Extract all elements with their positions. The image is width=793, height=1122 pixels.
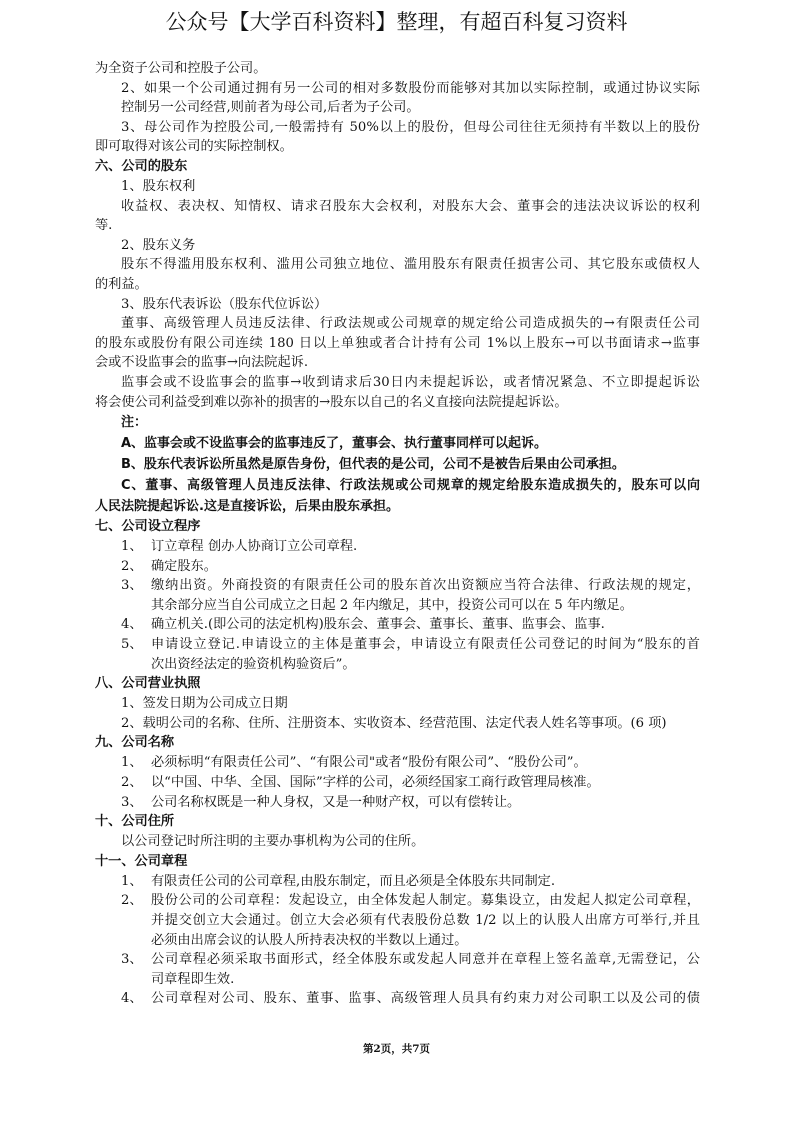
paragraph-line: 将会使公司利益受到难以弥补的损害的→股东以自己的名义直接向法院提起诉讼。 <box>95 394 568 410</box>
list-item <box>95 635 700 674</box>
document-body <box>95 59 700 1009</box>
note-label: 注： <box>121 415 148 431</box>
list-text: 确定股东。 <box>151 558 217 574</box>
list-text: 次出资经法定的验资机构验资后”。 <box>151 656 356 672</box>
paragraph-line: 收益权、表决权、知情权、请求召股东大会权利，对股东大会、董事会的违法决议诉讼的权利 <box>121 198 700 214</box>
list-number: 3、 <box>121 794 143 810</box>
list-text: 有限责任公司的公司章程,由股东制定，而且必须是全体股东共同制定. <box>151 873 556 889</box>
paragraph-line: 等. <box>95 218 113 234</box>
list-text: 其余部分应当自公司成立之日起 2 年内缴足，其中，投资公司可以在 5 年内缴足。 <box>151 597 633 613</box>
list-text: 必须由出席会议的认股人所持表决权的半数以上通过。 <box>151 932 468 948</box>
list-text: 股份公司的公司章程：发起设立，由全体发起人制定。募集设立，由发起人拟定公司章程， <box>151 893 700 909</box>
paragraph-line: 董事、高级管理人员违反法律、行政法规或公司规章的规定给公司造成损失的→有限责任公司 <box>121 316 700 332</box>
paragraph-line: 3、母公司作为控股公司,一般需持有 50%以上的股份，但母公司往往无须持有半数以上的股份 <box>121 119 700 135</box>
subheading: 2、股东义务 <box>121 237 196 253</box>
section-heading-establishment: 七、公司设立程序 <box>95 519 201 535</box>
note-line: C、董事、高级管理人员违反法律、行政法规或公司规章的规定给股东造成损失的，股东可以向 <box>121 478 700 494</box>
note-line: 人民法院提起诉讼.这是直接诉讼，后果由股东承担。 <box>95 499 399 515</box>
list-number: 1、 <box>121 873 143 889</box>
paragraph-line: 的利益。 <box>95 276 148 292</box>
section-heading-articles: 十一、公司章程 <box>95 853 188 869</box>
list-text: 以“中国、中华、全国、国际”字样的公司，必须经国家工商行政管理局核准。 <box>151 775 600 791</box>
list-text: 公司章程必须采取书面形式，经全体股东或发起人同意并在章程上签名盖章,无需登记，公 <box>151 952 700 968</box>
list-number: 1、 <box>121 539 143 555</box>
paragraph-line: 即可取得对该公司的实际控制权。 <box>95 139 293 155</box>
page-banner: 公众号【大学百科资料】整理，有超百科复习资料 <box>165 10 628 34</box>
list-item <box>95 793 700 813</box>
paragraph-line: 以公司登记时所注明的主要办事机构为公司的住所。 <box>121 834 425 850</box>
section-heading-shareholders: 六、公司的股东 <box>95 158 188 174</box>
list-item <box>95 557 700 577</box>
list-text: 司章程即生效. <box>151 971 235 987</box>
section-heading-company-name: 九、公司名称 <box>95 735 175 751</box>
list-number: 3、 <box>121 952 143 968</box>
subheading: 1、股东权利 <box>121 178 196 194</box>
list-number: 2、 <box>121 775 143 791</box>
note-line: A、监事会或不设监事会的监事违反了，董事会、执行董事同样可以起诉。 <box>121 436 548 452</box>
paragraph-line: 1、签发日期为公司成立日期 <box>121 696 288 712</box>
list-text: 缴纳出资。外商投资的有限责任公司的股东首次出资额应当符合法律、行政法规的规定， <box>151 578 700 594</box>
list-number: 4、 <box>121 991 143 1007</box>
list-text: 必须标明“有限责任公司”、“有限公司"或者“股份有限公司”、“股份公司”。 <box>151 755 587 771</box>
list-item <box>95 537 700 557</box>
section-heading-business-license: 八、公司营业执照 <box>95 676 201 692</box>
paragraph-line: 为全资子公司和控股子公司。 <box>95 61 267 76</box>
list-number: 4、 <box>121 617 143 633</box>
list-number: 2、 <box>121 893 143 909</box>
list-item <box>95 753 700 773</box>
list-text: 公司名称权既是一种人身权，又是一种财产权，可以有偿转让。 <box>151 794 521 810</box>
paragraph-line: 会或不设监事会的监事→向法院起诉. <box>95 355 309 371</box>
note-line: B、股东代表诉讼所虽然是原告身份，但代表的是公司，公司不是被告后果由公司承担。 <box>121 457 625 473</box>
list-number: 1、 <box>121 755 143 771</box>
list-item <box>95 773 700 793</box>
subheading: 3、股东代表诉讼（股东代位诉讼） <box>121 296 328 312</box>
paragraph-line: 监事会或不设监事会的监事→收到请求后30日内未提起诉讼，或者情况紧急、不立即提起诉讼 <box>121 374 700 390</box>
paragraph-line: 2、如果一个公司通过拥有另一公司的相对多数股份而能够对其加以实际控制，或通过协议实际 <box>121 80 700 96</box>
list-number: 2、 <box>121 558 143 574</box>
paragraph-line: 股东不得滥用股东权利、滥用公司独立地位、滥用股东有限责任损害公司、其它股东或债权人 <box>121 257 700 273</box>
list-text: 申请设立登记.申请设立的主体是董事会，申请设立有限责任公司登记的时间为“股东的首 <box>151 637 700 653</box>
list-number: 5、 <box>121 637 143 653</box>
list-item <box>95 950 700 989</box>
list-item <box>95 989 700 1009</box>
page-number: 第2页，共7页 <box>362 1043 431 1055</box>
list-item <box>95 615 700 635</box>
paragraph-line: 2、载明公司的名称、住所、注册资本、实收资本、经营范围、法定代表人姓名等事项。(6 项) <box>121 715 667 731</box>
section-heading-domicile: 十、公司住所 <box>95 814 175 830</box>
list-item <box>95 576 700 615</box>
list-text: 订立章程 创办人协商订立公司章程. <box>151 539 358 555</box>
list-item <box>95 891 700 950</box>
list-number: 3、 <box>121 578 143 594</box>
list-text: 并提交创立大会通过。创立大会必须有代表股份总数 1/2 以上的认股人出席方可举行,并且 <box>151 913 700 928</box>
list-text: 公司章程对公司、股东、董事、监事、高级管理人员具有约束力对公司职工以及公司的债 <box>151 991 700 1007</box>
list-text: 确立机关.(即公司的法定机构)股东会、董事会、董事长、董事、监事会、监事. <box>151 617 605 633</box>
list-item <box>95 872 700 892</box>
paragraph-line: 的股东或股份有限公司连续 180 日以上单独或者合计持有公司 1%以上股东→可以书面请求→监事 <box>95 335 700 351</box>
paragraph-line: 控制另一公司经营,则前者为母公司,后者为子公司。 <box>121 100 420 116</box>
